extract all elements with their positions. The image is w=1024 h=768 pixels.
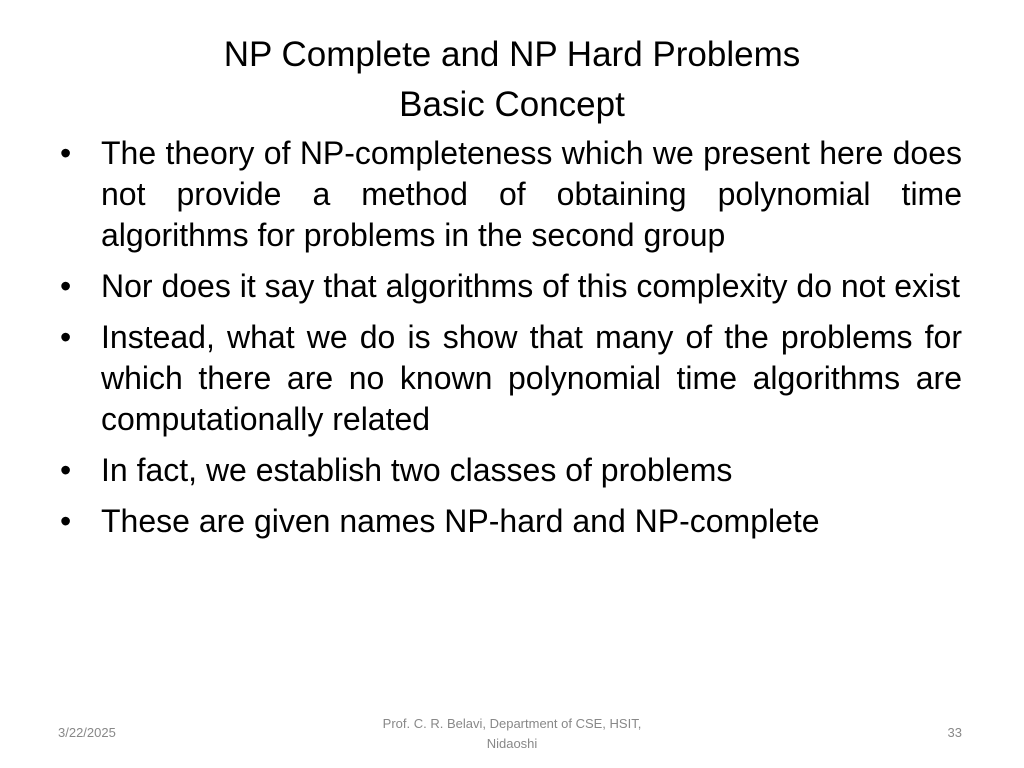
bullet-item <box>60 133 962 256</box>
bullet-icon: • <box>60 268 72 304</box>
bullet-item <box>60 501 962 542</box>
slide-title <box>0 30 1024 130</box>
bullet-item <box>60 317 962 440</box>
bullet-icon: • <box>60 503 72 539</box>
footer-author <box>352 714 672 754</box>
footer-author-line-2: Nidaoshi <box>486 736 538 751</box>
bullet-text: Instead, what we do is show that many of the problems for which there are no known polynomial time algorithms are computationally related <box>101 319 962 437</box>
bullet-text: Nor does it say that algorithms of this complexity do not exist <box>101 268 961 304</box>
bullet-icon: • <box>60 452 72 488</box>
slide-title-line-1: NP Complete and NP Hard Problems <box>223 35 801 74</box>
bullet-list <box>60 133 962 552</box>
bullet-item <box>60 450 962 491</box>
bullet-text: In fact, we establish two classes of problems <box>101 452 733 488</box>
slide-subtitle: Basic Concept <box>399 85 625 124</box>
bullet-text: These are given names NP-hard and NP-complete <box>101 503 820 539</box>
footer-date: 3/22/2025 <box>58 725 116 740</box>
bullet-text: The theory of NP-completeness which we present here does not provide a method of obtaining polynomial time algorithms for problems in the second group <box>101 135 962 253</box>
bullet-item <box>60 266 962 307</box>
bullet-icon: • <box>60 135 72 171</box>
bullet-icon: • <box>60 319 72 355</box>
footer-author-line-1: Prof. C. R. Belavi, Department of CSE, HSIT, <box>382 716 642 731</box>
page-number: 33 <box>947 725 962 740</box>
